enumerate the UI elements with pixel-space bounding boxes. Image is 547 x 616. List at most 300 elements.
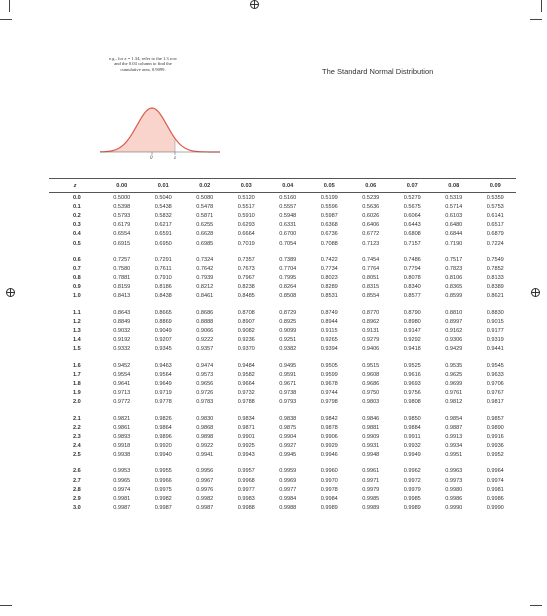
probability-cell: 0.9656 (196, 380, 214, 387)
probability-cell: 0.9251 (279, 337, 297, 344)
probability-cell: 0.9987 (196, 505, 214, 512)
probability-cell: 0.9927 (279, 443, 297, 450)
z-value-cell: 2.7 (73, 477, 81, 484)
probability-cell: 0.9966 (154, 477, 172, 484)
probability-cell: 0.9887 (445, 424, 463, 431)
probability-cell: 0.6879 (486, 231, 504, 238)
probability-cell: 0.5398 (113, 203, 131, 210)
probability-cell: 0.9463 (154, 362, 172, 369)
probability-cell: 0.9306 (445, 337, 463, 344)
probability-cell: 0.8849 (113, 318, 131, 325)
probability-cell: 0.9904 (279, 433, 297, 440)
probability-cell: 0.5557 (279, 203, 297, 210)
probability-cell: 0.8531 (320, 293, 338, 300)
probability-cell: 0.9115 (320, 328, 338, 335)
probability-cell: 0.7257 (113, 256, 131, 263)
probability-cell: 0.8186 (154, 284, 172, 291)
probability-cell: 0.9985 (362, 496, 380, 503)
probability-cell: 0.9973 (445, 477, 463, 484)
probability-cell: 0.7190 (445, 240, 463, 247)
probability-cell: 0.9515 (362, 362, 380, 369)
probability-cell: 0.9582 (237, 371, 255, 378)
probability-cell: 0.9988 (279, 505, 297, 512)
probability-cell: 0.9975 (154, 486, 172, 493)
probability-cell: 0.9772 (113, 399, 131, 406)
probability-cell: 0.5438 (154, 203, 172, 210)
table-row (49, 423, 516, 432)
probability-cell: 0.9861 (113, 424, 131, 431)
probability-cell: 0.9979 (403, 486, 421, 493)
probability-cell: 0.9357 (196, 346, 214, 353)
table-row (49, 255, 516, 264)
probability-cell: 0.8708 (237, 309, 255, 316)
probability-cell: 0.7881 (113, 275, 131, 282)
probability-cell: 0.9984 (279, 496, 297, 503)
probability-cell: 0.9808 (403, 399, 421, 406)
table-row (49, 504, 516, 513)
probability-cell: 0.9948 (362, 452, 380, 459)
probability-cell: 0.9945 (279, 452, 297, 459)
probability-cell: 0.6915 (113, 240, 131, 247)
table-row (49, 317, 516, 326)
probability-cell: 0.7054 (279, 240, 297, 247)
probability-cell: 0.9817 (486, 399, 504, 406)
probability-cell: 0.9686 (362, 380, 380, 387)
probability-cell: 0.9922 (196, 443, 214, 450)
probability-cell: 0.9812 (445, 399, 463, 406)
probability-cell: 0.9699 (445, 380, 463, 387)
probability-cell: 0.9906 (320, 433, 338, 440)
z-value-cell: 0.3 (73, 222, 81, 229)
probability-cell: 0.7852 (486, 265, 504, 272)
probability-cell: 0.9980 (445, 486, 463, 493)
probability-cell: 0.5871 (196, 212, 214, 219)
z-value-cell: 2.3 (73, 433, 81, 440)
z-value-cell: 2.9 (73, 496, 81, 503)
table-row (49, 379, 516, 388)
probability-cell: 0.8830 (486, 309, 504, 316)
probability-cell: 0.9988 (237, 505, 255, 512)
probability-cell: 0.9207 (154, 337, 172, 344)
probability-cell: 0.6255 (196, 222, 214, 229)
probability-cell: 0.7995 (279, 275, 297, 282)
probability-cell: 0.7291 (154, 256, 172, 263)
probability-cell: 0.6664 (237, 231, 255, 238)
z-value-cell: 0.9 (73, 284, 81, 291)
probability-cell: 0.9986 (445, 496, 463, 503)
probability-cell: 0.9732 (237, 390, 255, 397)
table-row (49, 202, 516, 211)
probability-cell: 0.9846 (362, 415, 380, 422)
probability-cell: 0.7580 (113, 265, 131, 272)
probability-cell: 0.9972 (403, 477, 421, 484)
probability-cell: 0.8944 (320, 318, 338, 325)
probability-cell: 0.9826 (154, 415, 172, 422)
table-row (49, 361, 516, 370)
probability-cell: 0.6293 (237, 222, 255, 229)
probability-cell: 0.5160 (279, 194, 297, 201)
probability-cell: 0.9984 (320, 496, 338, 503)
probability-cell: 0.9918 (113, 443, 131, 450)
probability-cell: 0.9987 (113, 505, 131, 512)
probability-cell: 0.9925 (237, 443, 255, 450)
probability-cell: 0.8599 (445, 293, 463, 300)
probability-cell: 0.9162 (445, 328, 463, 335)
probability-cell: 0.9968 (237, 477, 255, 484)
probability-cell: 0.8997 (445, 318, 463, 325)
probability-cell: 0.8413 (113, 293, 131, 300)
probability-cell: 0.7157 (403, 240, 421, 247)
probability-cell: 0.9868 (196, 424, 214, 431)
probability-cell: 0.9977 (279, 486, 297, 493)
z-value-cell: 1.4 (73, 337, 81, 344)
probability-cell: 0.8340 (403, 284, 421, 291)
probability-cell: 0.6950 (154, 240, 172, 247)
probability-cell: 0.9959 (279, 468, 297, 475)
probability-cell: 0.9049 (154, 328, 172, 335)
probability-cell: 0.7224 (486, 240, 504, 247)
probability-cell: 0.9871 (237, 424, 255, 431)
probability-cell: 0.9949 (403, 452, 421, 459)
probability-cell: 0.9222 (196, 337, 214, 344)
probability-cell: 0.5753 (486, 203, 504, 210)
row-group-spacer (49, 248, 516, 255)
probability-cell: 0.9633 (486, 371, 504, 378)
probability-cell: 0.8643 (113, 309, 131, 316)
probability-cell: 0.9394 (320, 346, 338, 353)
probability-cell: 0.9177 (486, 328, 504, 335)
z-value-cell: 1.3 (73, 328, 81, 335)
probability-cell: 0.8888 (196, 318, 214, 325)
spacer-cell (49, 407, 516, 414)
probability-cell: 0.9857 (486, 415, 504, 422)
probability-cell: 0.9192 (113, 337, 131, 344)
probability-cell: 0.9920 (154, 443, 172, 450)
probability-cell: 0.9292 (403, 337, 421, 344)
probability-cell: 0.9750 (362, 390, 380, 397)
probability-cell: 0.9990 (445, 505, 463, 512)
probability-cell: 0.9929 (320, 443, 338, 450)
probability-cell: 0.8810 (445, 309, 463, 316)
table-row (49, 274, 516, 283)
column-header-0-06: 0.06 (350, 179, 392, 193)
probability-cell: 0.9429 (445, 346, 463, 353)
z-value-cell: 0.7 (73, 265, 81, 272)
probability-cell: 0.8869 (154, 318, 172, 325)
probability-cell: 0.7910 (154, 275, 172, 282)
probability-cell: 0.8133 (486, 275, 504, 282)
probability-cell: 0.6406 (362, 222, 380, 229)
probability-cell: 0.9131 (362, 328, 380, 335)
probability-cell: 0.9934 (445, 443, 463, 450)
z-table-header-row (49, 179, 516, 193)
probability-cell: 0.9931 (362, 443, 380, 450)
probability-cell: 0.9965 (113, 477, 131, 484)
probability-cell: 0.9484 (237, 362, 255, 369)
probability-cell: 0.9778 (154, 399, 172, 406)
probability-cell: 0.9970 (320, 477, 338, 484)
probability-cell: 0.9979 (362, 486, 380, 493)
spacer-cell (49, 460, 516, 467)
probability-cell: 0.6064 (403, 212, 421, 219)
column-header-0-09: 0.09 (475, 179, 517, 193)
probability-cell: 0.9952 (486, 452, 504, 459)
probability-cell: 0.8365 (445, 284, 463, 291)
probability-cell: 0.7939 (196, 275, 214, 282)
probability-cell: 0.9788 (237, 399, 255, 406)
probability-cell: 0.9864 (154, 424, 172, 431)
probability-cell: 0.9953 (113, 468, 131, 475)
column-header-0-03: 0.03 (226, 179, 268, 193)
probability-cell: 0.9981 (113, 496, 131, 503)
probability-cell: 0.9678 (320, 380, 338, 387)
probability-cell: 0.7088 (320, 240, 338, 247)
probability-cell: 0.8289 (320, 284, 338, 291)
probability-cell: 0.9977 (237, 486, 255, 493)
z-value-cell: 2.6 (73, 468, 81, 475)
probability-cell: 0.5359 (486, 194, 504, 201)
spacer-cell (49, 354, 516, 361)
probability-cell: 0.9911 (403, 433, 421, 440)
probability-cell: 0.8212 (196, 284, 214, 291)
column-header-0-08: 0.08 (433, 179, 475, 193)
probability-cell: 0.9896 (154, 433, 172, 440)
probability-cell: 0.6179 (113, 222, 131, 229)
z-value-cell: 0.1 (73, 203, 81, 210)
probability-cell: 0.7422 (320, 256, 338, 263)
probability-cell: 0.8770 (362, 309, 380, 316)
cumulative-area-fill (100, 108, 175, 152)
probability-cell: 0.9989 (403, 505, 421, 512)
probability-cell: 0.7704 (279, 265, 297, 272)
row-group-spacer (49, 460, 516, 467)
probability-cell: 0.5040 (154, 194, 172, 201)
probability-cell: 0.6026 (362, 212, 380, 219)
probability-cell: 0.7123 (362, 240, 380, 247)
probability-cell: 0.9738 (279, 390, 297, 397)
probability-cell: 0.9976 (196, 486, 214, 493)
probability-cell: 0.9842 (320, 415, 338, 422)
table-row (49, 398, 516, 407)
probability-cell: 0.9726 (196, 390, 214, 397)
probability-cell: 0.9969 (279, 477, 297, 484)
probability-cell: 0.9884 (403, 424, 421, 431)
probability-cell: 0.9938 (113, 452, 131, 459)
column-header-0-04: 0.04 (267, 179, 309, 193)
probability-cell: 0.9971 (362, 477, 380, 484)
probability-cell: 0.6554 (113, 231, 131, 238)
probability-cell: 0.9616 (403, 371, 421, 378)
probability-cell: 0.7673 (237, 265, 255, 272)
probability-cell: 0.7967 (237, 275, 255, 282)
probability-cell: 0.9982 (154, 496, 172, 503)
table-row (49, 239, 516, 248)
probability-cell: 0.9940 (154, 452, 172, 459)
probability-cell: 0.5910 (237, 212, 255, 219)
z-value-cell: 0.0 (73, 194, 81, 201)
table-row (49, 193, 516, 203)
probability-cell: 0.9099 (279, 328, 297, 335)
z-value-cell: 2.1 (73, 415, 81, 422)
probability-cell: 0.9830 (196, 415, 214, 422)
table-row (49, 283, 516, 292)
z-value-cell: 3.0 (73, 505, 81, 512)
probability-cell: 0.8621 (486, 293, 504, 300)
probability-cell: 0.9985 (403, 496, 421, 503)
probability-cell: 0.5596 (320, 203, 338, 210)
probability-cell: 0.9744 (320, 390, 338, 397)
z-label: z (174, 156, 176, 161)
probability-cell: 0.9878 (320, 424, 338, 431)
probability-cell: 0.8577 (403, 293, 421, 300)
probability-cell: 0.6700 (279, 231, 297, 238)
probability-cell: 0.9875 (279, 424, 297, 431)
probability-cell: 0.6736 (320, 231, 338, 238)
probability-cell: 0.5279 (403, 194, 421, 201)
probability-cell: 0.6844 (445, 231, 463, 238)
probability-cell: 0.9345 (154, 346, 172, 353)
probability-cell: 0.8686 (196, 309, 214, 316)
probability-cell: 0.9082 (237, 328, 255, 335)
probability-cell: 0.8749 (320, 309, 338, 316)
z-value-cell: 2.8 (73, 486, 81, 493)
table-row (49, 326, 516, 335)
z-value-cell: 1.9 (73, 390, 81, 397)
probability-cell: 0.9803 (362, 399, 380, 406)
right-crop-mark (530, 19, 542, 20)
probability-cell: 0.9890 (486, 424, 504, 431)
probability-cell: 0.9967 (196, 477, 214, 484)
table-row (49, 389, 516, 398)
probability-cell: 0.6985 (196, 240, 214, 247)
probability-cell: 0.9573 (196, 371, 214, 378)
probability-cell: 0.9957 (237, 468, 255, 475)
top-right-tick-mark (541, 0, 542, 12)
probability-cell: 0.9015 (486, 318, 504, 325)
probability-cell: 0.9916 (486, 433, 504, 440)
probability-cell: 0.5948 (279, 212, 297, 219)
probability-cell: 0.5636 (362, 203, 380, 210)
probability-cell: 0.9236 (237, 337, 255, 344)
z-value-cell: 1.7 (73, 371, 81, 378)
z-value-cell: 1.5 (73, 346, 81, 353)
probability-cell: 0.8159 (113, 284, 131, 291)
z-value-cell: 1.0 (73, 293, 81, 300)
probability-cell: 0.8980 (403, 318, 421, 325)
figure-note: e.g., for z = 1.34, refer to the 1.3 row and the 0.04 column to find the cumulative area, 0.9099. (108, 56, 178, 72)
probability-cell: 0.9706 (486, 380, 504, 387)
probability-cell: 0.6772 (362, 231, 380, 238)
row-group-spacer (49, 407, 516, 414)
probability-cell: 0.9599 (320, 371, 338, 378)
probability-cell: 0.6368 (320, 222, 338, 229)
table-row (49, 476, 516, 485)
probability-cell: 0.5793 (113, 212, 131, 219)
probability-cell: 0.9545 (486, 362, 504, 369)
table-row (49, 494, 516, 503)
z-value-cell: 1.2 (73, 318, 81, 325)
probability-cell: 0.5675 (403, 203, 421, 210)
probability-cell: 0.6808 (403, 231, 421, 238)
probability-cell: 0.9834 (237, 415, 255, 422)
table-row (49, 370, 516, 379)
z-column-header: z (49, 179, 101, 193)
probability-cell: 0.8264 (279, 284, 297, 291)
probability-cell: 0.5120 (237, 194, 255, 201)
probability-cell: 0.9964 (486, 468, 504, 475)
probability-cell: 0.9989 (320, 505, 338, 512)
probability-cell: 0.9783 (196, 399, 214, 406)
z-value-cell: 0.5 (73, 240, 81, 247)
probability-cell: 0.9951 (445, 452, 463, 459)
probability-cell: 0.9901 (237, 433, 255, 440)
column-header-0-02: 0.02 (184, 179, 226, 193)
probability-cell: 0.7357 (237, 256, 255, 263)
probability-cell: 0.8023 (320, 275, 338, 282)
table-row (49, 221, 516, 230)
probability-cell: 0.5832 (154, 212, 172, 219)
probability-cell: 0.7549 (486, 256, 504, 263)
probability-cell: 0.9495 (279, 362, 297, 369)
probability-cell: 0.9913 (445, 433, 463, 440)
probability-cell: 0.9850 (403, 415, 421, 422)
probability-cell: 0.9761 (445, 390, 463, 397)
probability-cell: 0.9756 (403, 390, 421, 397)
probability-cell: 0.9987 (154, 505, 172, 512)
probability-cell: 0.9962 (403, 468, 421, 475)
probability-cell: 0.9382 (279, 346, 297, 353)
probability-cell: 0.8315 (362, 284, 380, 291)
probability-cell: 0.5319 (445, 194, 463, 201)
probability-cell: 0.5000 (113, 194, 131, 201)
probability-cell: 0.6443 (403, 222, 421, 229)
probability-cell: 0.9671 (279, 380, 297, 387)
probability-cell: 0.8238 (237, 284, 255, 291)
probability-cell: 0.9838 (279, 415, 297, 422)
z-value-cell: 1.6 (73, 362, 81, 369)
probability-cell: 0.9974 (486, 477, 504, 484)
probability-cell: 0.9591 (279, 371, 297, 378)
probability-cell: 0.9986 (486, 496, 504, 503)
z-value-cell: 2.2 (73, 424, 81, 431)
probability-cell: 0.8051 (362, 275, 380, 282)
probability-cell: 0.9932 (403, 443, 421, 450)
probability-cell: 0.9961 (362, 468, 380, 475)
probability-cell: 0.7794 (403, 265, 421, 272)
probability-cell: 0.9960 (320, 468, 338, 475)
probability-cell: 0.7611 (154, 265, 172, 272)
probability-cell: 0.9066 (196, 328, 214, 335)
probability-cell: 0.9693 (403, 380, 421, 387)
table-row (49, 442, 516, 451)
probability-cell: 0.9798 (320, 399, 338, 406)
probability-cell: 0.9370 (237, 346, 255, 353)
z-value-cell: 0.4 (73, 231, 81, 238)
probability-cell: 0.8554 (362, 293, 380, 300)
probability-cell: 0.6141 (486, 212, 504, 219)
probability-cell: 0.9989 (362, 505, 380, 512)
probability-cell: 0.5478 (196, 203, 214, 210)
probability-cell: 0.9649 (154, 380, 172, 387)
probability-cell: 0.9936 (486, 443, 504, 450)
z-value-cell: 0.2 (73, 212, 81, 219)
probability-cell: 0.7324 (196, 256, 214, 263)
z-value-cell: 0.6 (73, 256, 81, 263)
probability-cell: 0.9564 (154, 371, 172, 378)
probability-cell: 0.9793 (279, 399, 297, 406)
z-value-cell: 1.8 (73, 380, 81, 387)
probability-cell: 0.8438 (154, 293, 172, 300)
